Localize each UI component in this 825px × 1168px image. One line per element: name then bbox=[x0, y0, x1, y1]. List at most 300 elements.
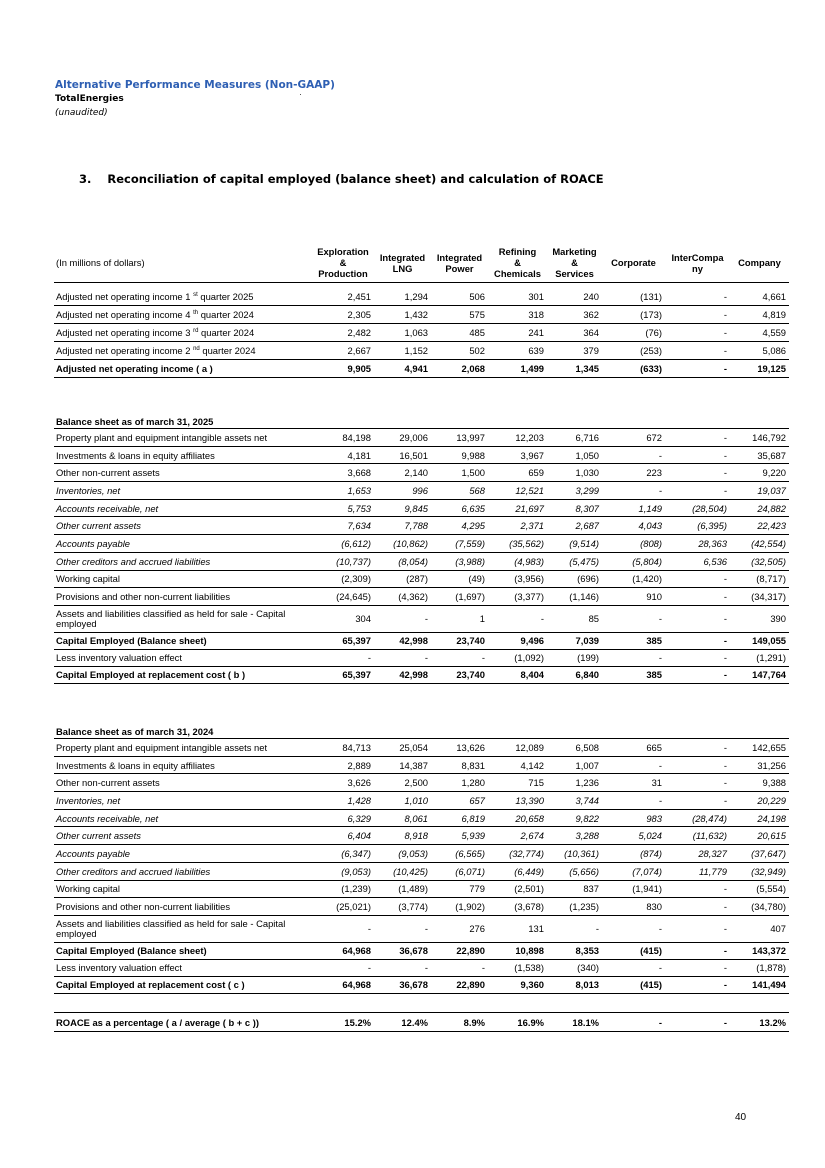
cell-value: 29,006 bbox=[399, 431, 428, 443]
cell-value: (34,317) bbox=[751, 591, 786, 603]
row-label: Other non-current assets bbox=[56, 777, 160, 789]
cell-value: - bbox=[658, 613, 662, 625]
col-header-line: LNG bbox=[392, 262, 413, 274]
cell-value: 8,061 bbox=[404, 812, 428, 824]
cell-value: 4,819 bbox=[762, 309, 786, 320]
balance-row bbox=[54, 571, 789, 589]
cell-value: 2,889 bbox=[347, 759, 371, 771]
cell-value: - bbox=[367, 962, 371, 974]
inventory-effect-row bbox=[54, 650, 789, 667]
cell-value: 36,678 bbox=[399, 945, 428, 957]
cell-value: 15.2% bbox=[344, 1016, 371, 1028]
cell-value: (1,878) bbox=[756, 962, 786, 974]
col-header-line: Marketing bbox=[552, 246, 597, 257]
cell-value: 1,428 bbox=[347, 794, 371, 806]
cell-value: - bbox=[723, 759, 727, 771]
row-label: Property plant and equipment intangible assets net bbox=[56, 431, 268, 443]
cell-value: 149,055 bbox=[752, 635, 786, 647]
balance-row bbox=[54, 464, 789, 482]
cell-value: 28,327 bbox=[698, 847, 727, 859]
row-label: Capital Employed at replacement cost ( b ) bbox=[56, 669, 246, 681]
cell-value: 13,997 bbox=[456, 431, 485, 443]
cell-value: 2,068 bbox=[461, 363, 485, 374]
ordinal-suffix: th bbox=[193, 309, 199, 316]
roace-section bbox=[54, 1012, 789, 1032]
cell-value: 20,658 bbox=[515, 812, 544, 824]
row-label: Adjusted net operating income ( a ) bbox=[56, 363, 213, 374]
cell-value: 8,918 bbox=[404, 830, 428, 842]
cell-value: (9,053) bbox=[341, 865, 371, 877]
col-header-integrated-power bbox=[431, 252, 488, 274]
cell-value: - bbox=[723, 635, 727, 647]
cell-value: - bbox=[424, 923, 428, 935]
cell-value: (7,074) bbox=[632, 865, 662, 877]
cell-value: 9,220 bbox=[762, 467, 786, 479]
cell-value: - bbox=[723, 923, 727, 935]
table-header bbox=[54, 243, 789, 283]
cell-value: (32,774) bbox=[509, 847, 544, 859]
page-number: 40 bbox=[735, 1112, 747, 1123]
cell-value: - bbox=[424, 962, 428, 974]
cell-value: - bbox=[424, 652, 428, 664]
cell-value: (2,309) bbox=[341, 573, 371, 585]
cell-value: 143,372 bbox=[752, 945, 786, 957]
cell-value: 3,288 bbox=[575, 830, 599, 842]
cell-value: - bbox=[658, 449, 662, 461]
net-income-row bbox=[54, 306, 789, 324]
row-label: ROACE as a percentage ( a / average ( b + c )) bbox=[56, 1016, 259, 1028]
cell-value: (1,291) bbox=[756, 652, 786, 664]
cell-value: 379 bbox=[583, 345, 599, 356]
cell-value: - bbox=[723, 431, 727, 443]
row-label: Adjusted net operating income 2 $^{nd}$ quarter 2024 bbox=[56, 345, 256, 356]
cell-value: 12,089 bbox=[515, 741, 544, 753]
cell-value: 2,687 bbox=[575, 520, 599, 532]
cell-value: (131) bbox=[640, 291, 662, 302]
row-label: Adjusted net operating income 1 $^{st}$ quarter 2025 bbox=[56, 291, 254, 302]
cell-value: (8,717) bbox=[756, 573, 786, 585]
cell-value: 837 bbox=[583, 883, 599, 895]
balance-row bbox=[54, 845, 789, 863]
cell-value: - bbox=[723, 669, 727, 681]
cell-value: 7,634 bbox=[347, 520, 371, 532]
col-header-line: Integrated bbox=[379, 251, 426, 263]
cell-value: (1,239) bbox=[341, 883, 371, 895]
col-header-line: Refining bbox=[498, 246, 537, 257]
col-header-line: InterCompa bbox=[671, 251, 724, 263]
cell-value: 672 bbox=[646, 431, 662, 443]
cell-value: (3,956) bbox=[514, 573, 544, 585]
row-label: Capital Employed (Balance sheet) bbox=[56, 945, 207, 957]
cell-value: (11,632) bbox=[692, 830, 727, 842]
col-header-integrated-lng bbox=[374, 252, 431, 274]
cell-value: 4,559 bbox=[762, 327, 786, 338]
cell-value: 6,819 bbox=[461, 812, 485, 824]
cell-value: 5,939 bbox=[461, 830, 485, 842]
cell-value: 142,655 bbox=[752, 741, 786, 753]
row-label: Accounts payable bbox=[56, 847, 131, 859]
balance-row bbox=[54, 810, 789, 828]
cell-value: 13.2% bbox=[759, 1016, 786, 1028]
column-header-row bbox=[54, 243, 789, 283]
cell-value: 147,764 bbox=[752, 669, 786, 681]
col-header-line: & bbox=[339, 257, 347, 268]
cell-value: 8,831 bbox=[461, 759, 485, 771]
cell-value: 12,521 bbox=[515, 484, 544, 496]
row-label: Investments & loans in equity affiliates bbox=[56, 449, 215, 461]
cell-value: (2,501) bbox=[514, 883, 544, 895]
cell-value: 9,822 bbox=[575, 812, 599, 824]
col-header-exploration-production bbox=[312, 246, 374, 279]
cell-value: (173) bbox=[640, 309, 662, 320]
cell-value: 146,792 bbox=[752, 431, 786, 443]
cell-value: 6,508 bbox=[575, 741, 599, 753]
cell-value: (6,612) bbox=[341, 537, 371, 549]
cell-value: - bbox=[723, 613, 727, 625]
company-name: TotalEnergies bbox=[55, 94, 124, 104]
cell-value: - bbox=[723, 591, 727, 603]
cell-value: 6,840 bbox=[575, 669, 599, 681]
cell-value: 65,397 bbox=[342, 669, 371, 681]
ordinal-suffix: st bbox=[193, 291, 198, 298]
section-heading: Balance sheet as of march 31, 2025 bbox=[56, 415, 214, 427]
cell-value: 1,050 bbox=[575, 449, 599, 461]
col-header-line: Integrated bbox=[436, 251, 483, 263]
row-label: Provisions and other non-current liabilities bbox=[56, 901, 231, 913]
cell-value: 35,687 bbox=[757, 449, 786, 461]
cell-value: - bbox=[723, 945, 727, 957]
cell-value: 9,496 bbox=[520, 635, 544, 647]
cell-value: 276 bbox=[469, 923, 485, 935]
cell-value: (7,559) bbox=[455, 537, 485, 549]
cell-value: 8,404 bbox=[520, 669, 544, 681]
cell-value: - bbox=[658, 1016, 662, 1028]
cell-value: 1 bbox=[479, 613, 485, 625]
ordinal-suffix: rd bbox=[193, 327, 199, 334]
cell-value: 2,482 bbox=[347, 327, 371, 338]
col-header-intercompany bbox=[665, 252, 730, 274]
cell-value: (37,647) bbox=[751, 847, 786, 859]
col-header-line: Corporate bbox=[611, 257, 656, 268]
cell-value: (696) bbox=[577, 573, 599, 585]
cell-value: (32,949) bbox=[751, 865, 786, 877]
cell-value: 910 bbox=[646, 591, 662, 603]
cell-value: - bbox=[367, 923, 371, 935]
cell-value: 1,294 bbox=[404, 291, 428, 302]
net-income-total-row bbox=[54, 360, 789, 378]
cell-value: 2,674 bbox=[520, 830, 544, 842]
row-label: Adjusted net operating income 4 $^{th}$ quarter 2024 bbox=[56, 309, 254, 320]
cell-value: (3,377) bbox=[514, 591, 544, 603]
col-header-line: Services bbox=[555, 268, 594, 279]
cell-value: 240 bbox=[583, 291, 599, 302]
cell-value: - bbox=[723, 449, 727, 461]
cell-value: 31 bbox=[651, 777, 662, 789]
cell-value: (6,565) bbox=[455, 847, 485, 859]
cell-value: 362 bbox=[583, 309, 599, 320]
cell-value: 21,697 bbox=[515, 502, 544, 514]
cell-value: (1,146) bbox=[569, 591, 599, 603]
cell-value: 1,236 bbox=[575, 777, 599, 789]
row-label: Other current assets bbox=[56, 830, 141, 842]
cell-value: 385 bbox=[646, 669, 662, 681]
cell-value: 23,740 bbox=[456, 635, 485, 647]
balance-row bbox=[54, 739, 789, 757]
balance-row bbox=[54, 792, 789, 810]
cell-value: 2,667 bbox=[347, 345, 371, 356]
balance-row bbox=[54, 898, 789, 916]
cell-value: - bbox=[658, 759, 662, 771]
cell-value: (4,362) bbox=[398, 591, 428, 603]
cell-value: 639 bbox=[528, 345, 544, 356]
row-label: Inventories, net bbox=[56, 794, 121, 806]
cell-value: 1,007 bbox=[575, 759, 599, 771]
balance-row bbox=[54, 553, 789, 571]
cell-value: - bbox=[658, 652, 662, 664]
cell-value: (24,645) bbox=[336, 591, 371, 603]
cell-value: (633) bbox=[640, 363, 662, 374]
cell-value: 364 bbox=[583, 327, 599, 338]
cell-value: (9,053) bbox=[398, 847, 428, 859]
capital-employed-row bbox=[54, 943, 789, 960]
inventory-effect-row bbox=[54, 960, 789, 977]
col-header-corporate bbox=[602, 257, 665, 268]
roace-row bbox=[54, 1012, 789, 1032]
row-label: Less inventory valuation effect bbox=[56, 652, 182, 664]
balance-row bbox=[54, 447, 789, 465]
cell-value: 6,536 bbox=[703, 555, 727, 567]
cell-value: - bbox=[658, 923, 662, 935]
cell-value: 502 bbox=[469, 345, 485, 356]
cell-value: (5,554) bbox=[756, 883, 786, 895]
net-income-section bbox=[54, 288, 789, 378]
decorative-dot bbox=[300, 94, 301, 95]
net-income-row bbox=[54, 342, 789, 360]
cell-value: 390 bbox=[770, 613, 786, 625]
cell-value: 568 bbox=[469, 484, 485, 496]
cell-value: 24,198 bbox=[757, 812, 786, 824]
cell-value: 20,229 bbox=[757, 794, 786, 806]
balance-row bbox=[54, 517, 789, 535]
row-label: Adjusted net operating income 3 $^{rd}$ quarter 2024 bbox=[56, 327, 255, 338]
cell-value: 9,988 bbox=[461, 449, 485, 461]
cell-value: (6,449) bbox=[514, 865, 544, 877]
cell-value: - bbox=[540, 613, 544, 625]
row-label: Working capital bbox=[56, 573, 120, 585]
balance-row bbox=[54, 429, 789, 447]
cell-value: 659 bbox=[528, 467, 544, 479]
row-label: Accounts payable bbox=[56, 537, 131, 549]
cell-value: 85 bbox=[588, 613, 599, 625]
cell-value: 223 bbox=[646, 467, 662, 479]
cell-value: (5,475) bbox=[569, 555, 599, 567]
row-label: Other non-current assets bbox=[56, 467, 160, 479]
col-header-line: Power bbox=[445, 262, 474, 274]
report-title: Alternative Performance Measures (Non-GAAP) bbox=[55, 79, 335, 91]
cell-value: - bbox=[723, 794, 727, 806]
page-header bbox=[55, 78, 335, 120]
balance-sheet-2024-section bbox=[54, 724, 789, 994]
cell-value: - bbox=[723, 291, 727, 302]
cell-value: 7,039 bbox=[575, 635, 599, 647]
cell-value: 4,661 bbox=[762, 291, 786, 302]
cell-value: 1,063 bbox=[404, 327, 428, 338]
units-label: (In millions of dollars) bbox=[56, 257, 145, 268]
cell-value: (199) bbox=[577, 652, 599, 664]
cell-value: (1,941) bbox=[632, 883, 662, 895]
cell-value: (6,395) bbox=[697, 520, 727, 532]
cell-value: 241 bbox=[528, 327, 544, 338]
section-heading: Balance sheet as of march 31, 2024 bbox=[56, 725, 214, 737]
cell-value: 16.9% bbox=[517, 1016, 544, 1028]
cell-value: 4,181 bbox=[347, 449, 371, 461]
cell-value: 715 bbox=[528, 777, 544, 789]
cell-value: - bbox=[595, 923, 599, 935]
cell-value: (9,514) bbox=[569, 537, 599, 549]
cell-value: - bbox=[367, 652, 371, 664]
cell-value: 6,329 bbox=[347, 812, 371, 824]
cell-value: - bbox=[723, 741, 727, 753]
cell-value: 779 bbox=[469, 883, 485, 895]
balance-row bbox=[54, 916, 789, 943]
cell-value: 23,740 bbox=[456, 669, 485, 681]
cell-value: 3,668 bbox=[347, 467, 371, 479]
cell-value: - bbox=[723, 979, 727, 991]
cell-value: (28,474) bbox=[692, 812, 727, 824]
cell-value: (28,504) bbox=[692, 502, 727, 514]
cell-value: 318 bbox=[528, 309, 544, 320]
cell-value: 996 bbox=[412, 484, 428, 496]
cell-value: 4,043 bbox=[638, 520, 662, 532]
row-label: Other creditors and accrued liabilities bbox=[56, 555, 211, 567]
cell-value: 131 bbox=[528, 923, 544, 935]
net-income-row bbox=[54, 288, 789, 306]
cell-value: - bbox=[723, 777, 727, 789]
cell-value: - bbox=[723, 467, 727, 479]
cell-value: - bbox=[658, 962, 662, 974]
cell-value: (49) bbox=[468, 573, 485, 585]
cell-value: 9,388 bbox=[762, 777, 786, 789]
cell-value: 7,788 bbox=[404, 520, 428, 532]
cell-value: (415) bbox=[640, 945, 662, 957]
balance-row bbox=[54, 535, 789, 553]
cell-value: - bbox=[481, 962, 485, 974]
cell-value: 3,299 bbox=[575, 484, 599, 496]
cell-value: 31,256 bbox=[757, 759, 786, 771]
cell-value: (3,678) bbox=[514, 901, 544, 913]
balance-row bbox=[54, 588, 789, 606]
col-header-refining-chemicals bbox=[488, 246, 547, 279]
cell-value: 12,203 bbox=[515, 431, 544, 443]
cell-value: - bbox=[723, 1016, 727, 1028]
cell-value: (10,862) bbox=[393, 537, 428, 549]
cell-value: - bbox=[723, 901, 727, 913]
cell-value: (1,420) bbox=[632, 573, 662, 585]
row-label: Investments & loans in equity affiliates bbox=[56, 759, 215, 771]
cell-value: 22,890 bbox=[456, 945, 485, 957]
cell-value: 1,280 bbox=[461, 777, 485, 789]
cell-value: 9,905 bbox=[347, 363, 371, 374]
col-header-marketing-services bbox=[547, 246, 602, 279]
cell-value: 1,152 bbox=[404, 345, 428, 356]
col-header-company bbox=[730, 257, 789, 268]
cell-value: 84,713 bbox=[342, 741, 371, 753]
replacement-cost-row bbox=[54, 977, 789, 994]
cell-value: 2,305 bbox=[347, 309, 371, 320]
cell-value: 10,898 bbox=[515, 945, 544, 957]
balance-row bbox=[54, 863, 789, 881]
cell-value: 665 bbox=[646, 741, 662, 753]
cell-value: - bbox=[723, 962, 727, 974]
balance-row bbox=[54, 500, 789, 518]
cell-value: 1,345 bbox=[575, 363, 599, 374]
cell-value: 4,142 bbox=[520, 759, 544, 771]
section-title: 3. Reconciliation of capital employed (balance sheet) and calculation of ROACE bbox=[79, 172, 604, 186]
row-label: Provisions and other non-current liabilities bbox=[56, 591, 231, 603]
cell-value: 983 bbox=[646, 812, 662, 824]
cell-value: - bbox=[723, 309, 727, 320]
cell-value: 1,499 bbox=[520, 363, 544, 374]
row-label: Other current assets bbox=[56, 520, 141, 532]
cell-value: - bbox=[723, 327, 727, 338]
cell-value: 28,363 bbox=[698, 537, 727, 549]
cell-value: 6,716 bbox=[575, 431, 599, 443]
cell-value: 64,968 bbox=[342, 979, 371, 991]
cell-value: (6,347) bbox=[341, 847, 371, 859]
cell-value: - bbox=[481, 652, 485, 664]
cell-value: (32,505) bbox=[751, 555, 786, 567]
cell-value: 1,500 bbox=[461, 467, 485, 479]
cell-value: 14,387 bbox=[399, 759, 428, 771]
cell-value: 8,013 bbox=[575, 979, 599, 991]
cell-value: 11,779 bbox=[699, 865, 727, 877]
cell-value: (76) bbox=[645, 327, 662, 338]
cell-value: - bbox=[424, 613, 428, 625]
cell-value: 4,295 bbox=[461, 520, 485, 532]
row-label: Assets and liabilities classified as held for sale - Capital employed bbox=[56, 608, 286, 629]
cell-value: 4,941 bbox=[404, 363, 428, 374]
cell-value: (1,538) bbox=[514, 962, 544, 974]
col-header-line: Exploration bbox=[317, 246, 369, 257]
cell-value: 13,626 bbox=[456, 741, 485, 753]
cell-value: 19,037 bbox=[757, 484, 786, 496]
cell-value: 2,140 bbox=[404, 467, 428, 479]
cell-value: (5,656) bbox=[569, 865, 599, 877]
cell-value: 65,397 bbox=[342, 635, 371, 647]
cell-value: (25,021) bbox=[336, 901, 371, 913]
cell-value: (287) bbox=[406, 573, 428, 585]
audit-status: (unaudited) bbox=[55, 108, 108, 118]
row-label: Capital Employed (Balance sheet) bbox=[56, 635, 207, 647]
cell-value: (10,425) bbox=[393, 865, 428, 877]
cell-value: (6,071) bbox=[455, 865, 485, 877]
cell-value: 22,890 bbox=[456, 979, 485, 991]
col-header-line: ny bbox=[692, 262, 703, 274]
row-label: Working capital bbox=[56, 883, 120, 895]
cell-value: 3,626 bbox=[347, 777, 371, 789]
cell-value: (4,983) bbox=[514, 555, 544, 567]
col-header-line: & bbox=[571, 257, 578, 268]
balance-sheet-2025-section bbox=[54, 414, 789, 684]
cell-value: (1,697) bbox=[455, 591, 485, 603]
cell-value: 3,744 bbox=[575, 794, 599, 806]
cell-value: 1,432 bbox=[404, 309, 428, 320]
col-header-line: & bbox=[514, 257, 521, 268]
cell-value: - bbox=[658, 484, 662, 496]
cell-value: 830 bbox=[646, 901, 662, 913]
cell-value: (3,774) bbox=[398, 901, 428, 913]
replacement-cost-row bbox=[54, 667, 789, 684]
